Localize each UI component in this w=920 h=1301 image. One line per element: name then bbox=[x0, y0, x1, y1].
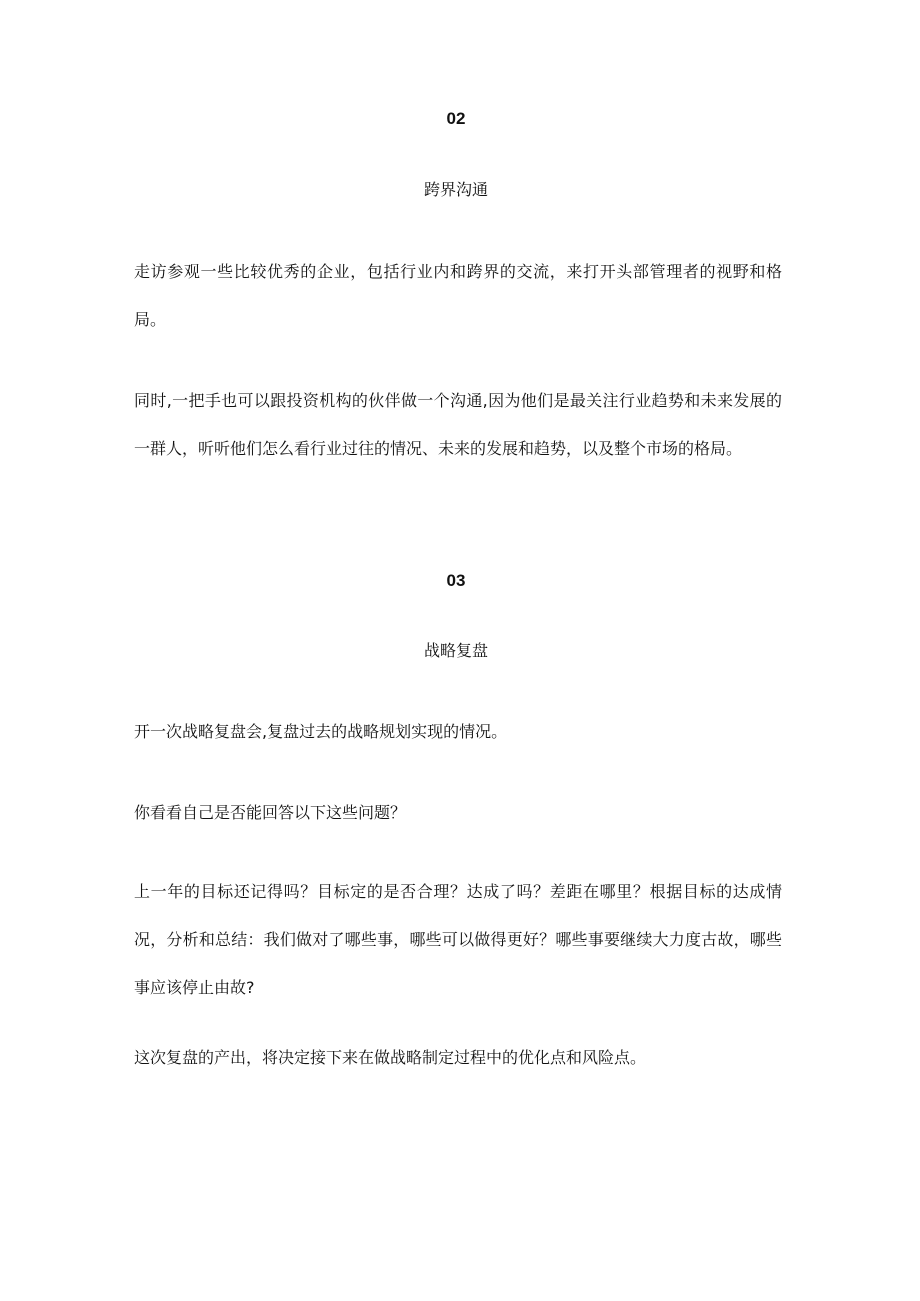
paragraph-investor-communication: 同时,一把手也可以跟投资机构的伙伴做一个沟通,因为他们是最关注行业趋势和未来发展的一群人，听听他们怎么看行业过往的情况、未来的发展和趋势，以及整个市场的格局。 bbox=[134, 391, 782, 458]
paragraph-visit-companies: 走访参观一些比较优秀的企业，包括行业内和跨界的交流，来打开头部管理者的视野和格局。 bbox=[134, 262, 782, 329]
section-title-strategy-review: 战略复盘 bbox=[423, 641, 488, 660]
paragraph-review-output: 这次复盘的产出，将决定接下来在做战略制定过程中的优化点和风险点。 bbox=[134, 1048, 647, 1067]
section-number-03: 03 bbox=[446, 571, 466, 590]
paragraph-review-meeting: 开一次战略复盘会,复盘过去的战略规划实现的情况。 bbox=[134, 722, 508, 741]
paragraph-questions-intro: 你看看自己是否能回答以下这些问题？ bbox=[134, 803, 407, 822]
paragraph-review-questions: 上一年的目标还记得吗？目标定的是否合理？达成了吗？差距在哪里？根据目标的达成情况，分析和总结：我们做对了哪些事，哪些可以做得更好？哪些事要继续大力度古故，哪些事应该停止由故? bbox=[134, 882, 782, 997]
section-title-cross-border-communication: 跨界沟通 bbox=[423, 180, 488, 199]
section-number-02: 02 bbox=[446, 109, 466, 128]
